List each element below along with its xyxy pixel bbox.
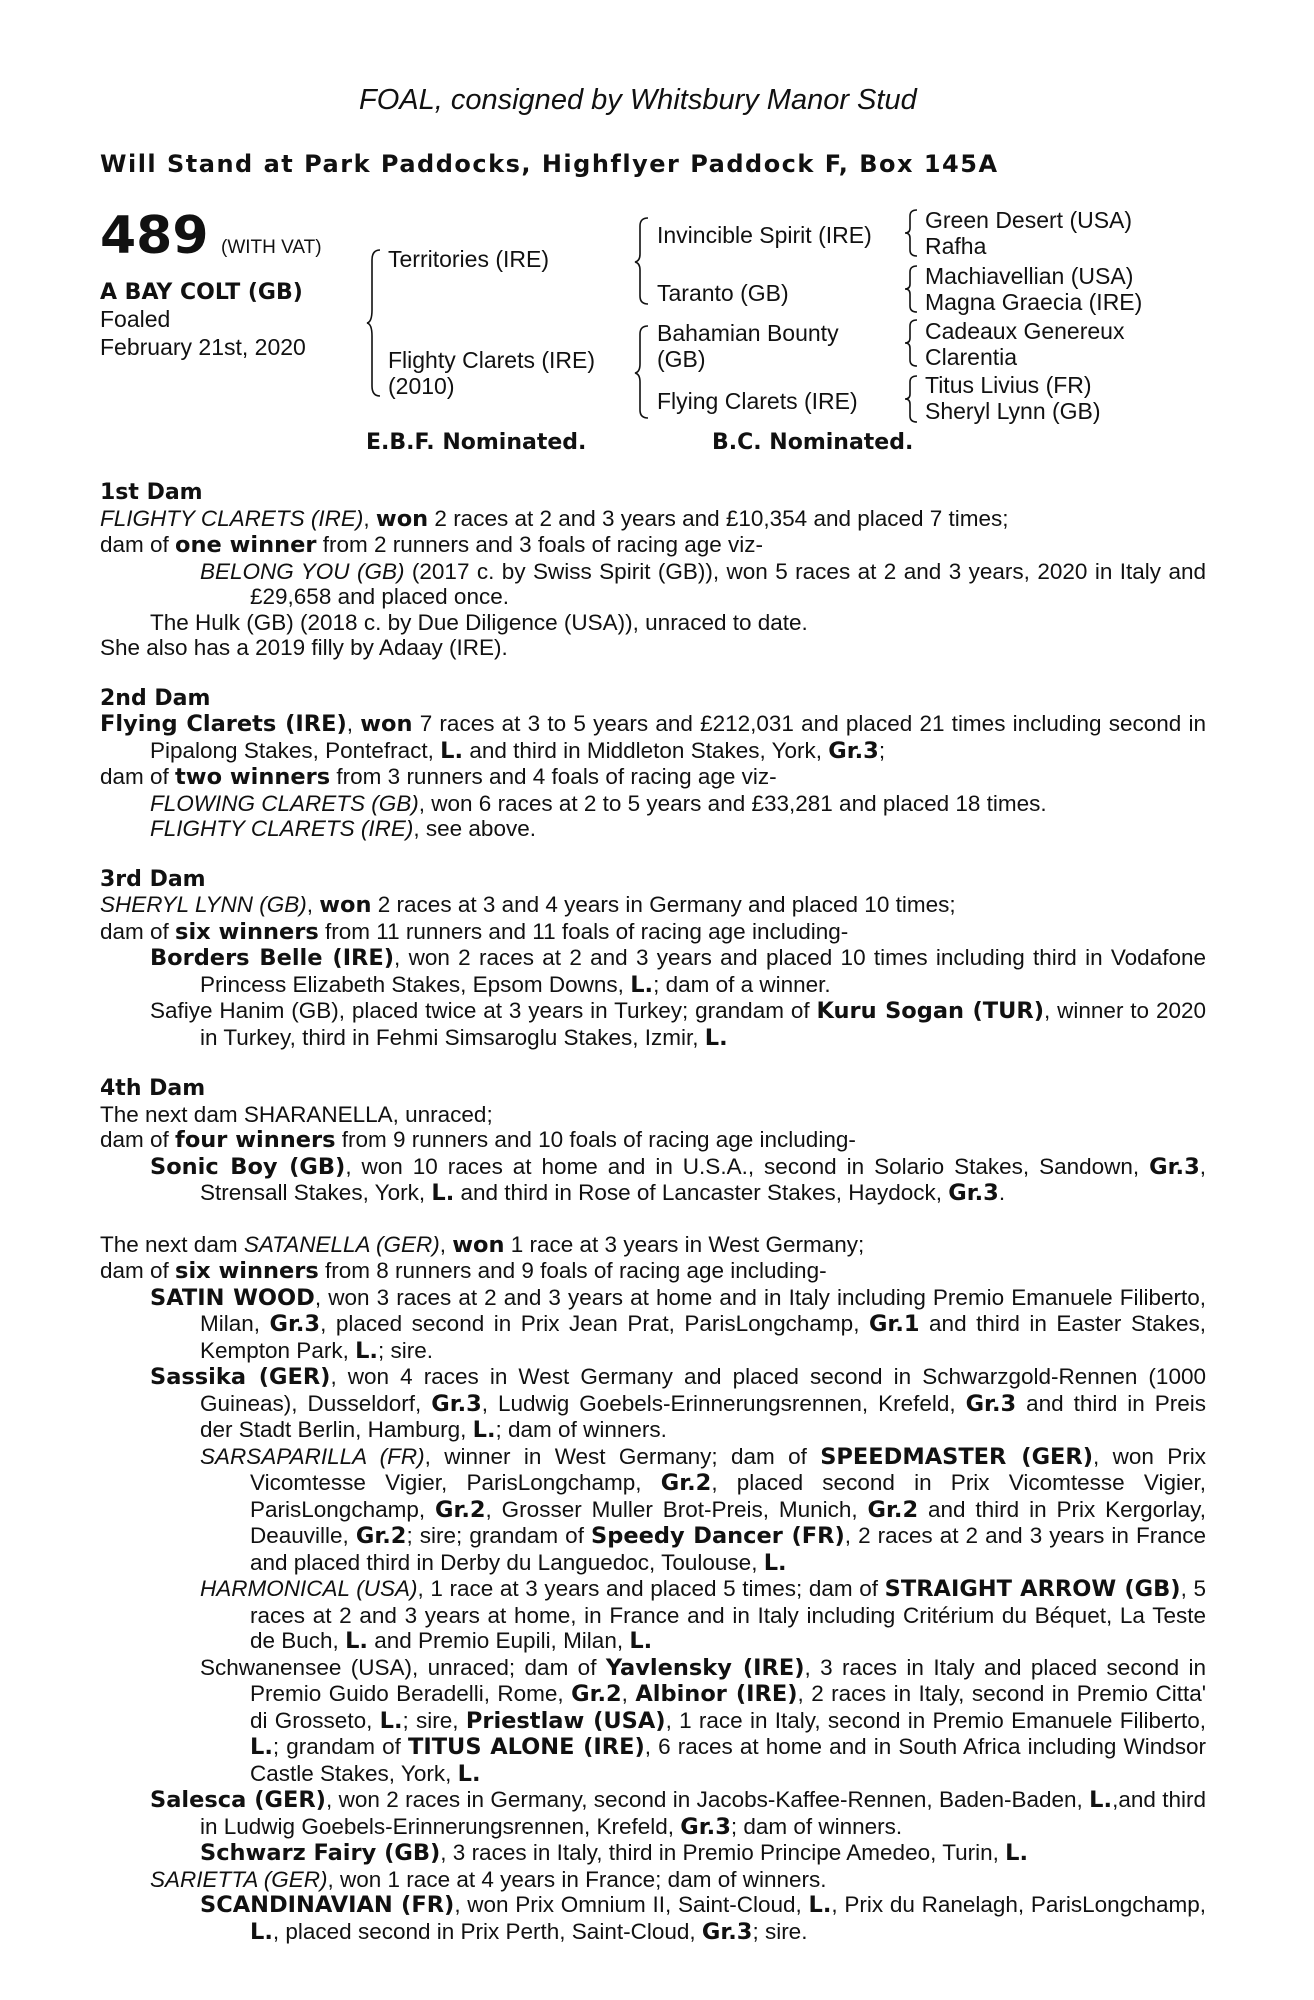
second-dam-record: Flying Clarets (IRE), won 7 races at 3 to 5 years and £212,031 and placed 21 times including second in Pipalong Stakes, Pontefract, L. and third in Middleton Stakes, York, Gr.3; <box>100 711 1206 764</box>
third-dam-record: SHERYL LYNN (GB), won 2 races at 3 and 4 years in Germany and placed 10 times; <box>100 892 956 918</box>
stand-location: Will Stand at Park Paddocks, Highflyer Paddock F, Box 145A <box>100 150 999 178</box>
pedigree-ss-sire: Green Desert (USA) <box>925 207 1133 233</box>
pedigree-dam-year: (2010) <box>388 373 455 399</box>
pedigree-sire: Territories (IRE) <box>388 246 550 272</box>
fourth-dam-intro: The next dam SHARANELLA, unraced; <box>100 1101 493 1127</box>
second-dam-progeny-2: FLIGHTY CLARETS (IRE), see above. <box>150 816 536 841</box>
second-dam-heading: 2nd Dam <box>100 685 211 711</box>
pedigree-sd-sire: Machiavellian (USA) <box>925 263 1134 289</box>
first-dam-note: She also has a 2019 filly by Adaay (IRE). <box>100 635 508 660</box>
dam-parents-brace <box>634 324 654 420</box>
satin-wood-entry: SATIN WOOD, won 3 races at 2 and 3 years at home and in Italy including Premio Emanuele Filiberto, Milan, Gr.3, placed second in Prix Jean Prat, ParisLongchamp, Gr.1 and third in Easter Stakes, Kempton Park, L.; sire. <box>150 1284 1206 1364</box>
first-dam-record: FLIGHTY CLARETS (IRE), won 2 races at 2 and 3 years and £10,354 and placed 7 times; <box>100 505 1009 532</box>
harmonical-entry: HARMONICAL (USA), 1 race at 3 years and placed 5 times; dam of STRAIGHT ARROW (GB), 5 races at 2 and 3 years at home, in France and in Italy including Critérium du Béquet, La Teste de Buch, L. and Premio Eupili, Milan, L. <box>200 1576 1206 1654</box>
lot-number-line <box>100 206 322 266</box>
sire-parents-brace <box>634 216 654 306</box>
third-dam-heading: 3rd Dam <box>100 866 206 892</box>
pedigree-dam-dam: Flying Clarets (IRE) <box>657 388 858 414</box>
first-dam-heading: 1st Dam <box>100 480 203 505</box>
schwarz-fairy-entry: Schwarz Fairy (GB), 3 races in Italy, third in Premio Principe Amedeo, Turin, L. <box>200 1840 1029 1866</box>
scandinavian-entry: SCANDINAVIAN (FR), won Prix Omnium II, Saint-Cloud, L., Prix du Ranelagh, ParisLongchamp, L., placed second in Prix Perth, Saint-Cloud, Gr.3; sire. <box>200 1892 1206 1945</box>
fourth-dam-heading: 4th Dam <box>100 1076 206 1101</box>
pedigree-ds-sire: Cadeaux Genereux <box>925 318 1125 344</box>
foaled-label: Foaled <box>100 306 171 332</box>
second-dam-progeny-1: FLOWING CLARETS (GB), won 6 races at 2 to 5 years and £33,281 and placed 18 times. <box>150 790 1047 816</box>
vat-note: (WITH VAT) <box>221 237 322 258</box>
pedigree-dd-dam: Sheryl Lynn (GB) <box>925 398 1101 424</box>
first-dam-progeny-2: The Hulk (GB) (2018 c. by Due Diligence (USA)), unraced to date. <box>150 609 808 635</box>
first-dam-produce: dam of one winner from 2 runners and 3 foals of racing age viz- <box>100 532 763 558</box>
fourth-dam-produce: dam of four winners from 9 runners and 10 foals of racing age including- <box>100 1127 856 1153</box>
pedigree-sd-dam: Magna Graecia (IRE) <box>925 289 1143 315</box>
consignor-title: FOAL, consigned by Whitsbury Manor Stud <box>359 84 917 116</box>
pedigree-ds-dam: Clarentia <box>925 344 1018 370</box>
sarietta-entry: SARIETTA (GER), won 1 race at 4 years in France; dam of winners. <box>150 1866 827 1892</box>
fifth-dam-produce: dam of six winners from 8 runners and 9 foals of racing age including- <box>100 1258 827 1284</box>
sire-dam-brace <box>366 248 386 398</box>
brace-g4 <box>904 374 920 424</box>
brace-g3 <box>904 318 920 368</box>
ebf-nomination: E.B.F. Nominated. <box>366 430 587 455</box>
lot-number: 489 <box>100 206 209 266</box>
third-dam-produce: dam of six winners from 11 runners and 11 foals of racing age including- <box>100 918 849 945</box>
brace-g2 <box>904 264 920 314</box>
salesca-entry: Salesca (GER), won 2 races in Germany, second in Jacobs-Kaffee-Rennen, Baden-Baden, L.,and third in Ludwig Goebels-Erinnerungsrennen, Krefeld, Gr.3; dam of winners. <box>150 1787 1206 1840</box>
bc-nomination: B.C. Nominated. <box>712 430 914 455</box>
foaled-date: February 21st, 2020 <box>100 334 306 360</box>
pedigree-dam-sire: Bahamian Bounty <box>657 320 839 346</box>
sassika-entry: Sassika (GER), won 4 races in West Germany and placed second in Schwarzgold-Rennen (1000 Guineas), Dusseldorf, Gr.3, Ludwig Goebels-Erinnerungsrennen, Krefeld, Gr.3 and third in Preis der Stadt Berlin, Hamburg, L.; dam of winners. <box>150 1364 1207 1443</box>
pedigree-dam: Flighty Clarets (IRE) <box>388 347 596 373</box>
sarsaparilla-entry: SARSAPARILLA (FR), winner in West Germany; dam of SPEEDMASTER (GER), won Prix Vicomtesse Vigier, ParisLongchamp, Gr.2, placed second in Prix Vicomtesse Vigier, ParisLongchamp, Gr.2, Grosser Muller Brot-Preis, Munich, Gr.2 and third in Prix Kergorlay, Deauville, Gr.2; sire; grandam of Speedy Dancer (FR), 2 races at 2 and 3 years in France and placed third in Derby du Languedoc, Toulouse, L. <box>200 1443 1206 1576</box>
second-dam-produce: dam of two winners from 3 runners and 4 foals of racing age viz- <box>100 764 777 790</box>
first-dam-progeny-1: BELONG YOU (GB) (2017 c. by Swiss Spirit (GB)), won 5 races at 2 and 3 years, 2020 in Italy and £29,658 and placed once. <box>200 558 1206 609</box>
schwanensee-entry: Schwanensee (USA), unraced; dam of Yavlensky (IRE), 3 races in Italy and placed second in Premio Guido Beradelli, Rome, Gr.2, Albinor (IRE), 2 races in Italy, second in Premio Citta' di Grosseto, L.; sire, Priestlaw (USA), 1 race in Italy, second in Premio Emanuele Filiberto, L.; grandam of TITUS ALONE (IRE), 6 races at home and in South Africa including Windsor Castle Stakes, York, L. <box>200 1654 1207 1787</box>
brace-g1 <box>904 208 920 258</box>
pedigree-dd-sire: Titus Livius (FR) <box>925 372 1092 398</box>
fifth-dam-record: The next dam SATANELLA (GER), won 1 race at 3 years in West Germany; <box>100 1231 865 1258</box>
fourth-dam-progeny-1: Sonic Boy (GB), won 10 races at home and in U.S.A., second in Solario Stakes, Sandown, Gr.3, Strensall Stakes, York, L. and third in Rose of Lancaster Stakes, Haydock, Gr.3. <box>150 1153 1206 1206</box>
pedigree-sire-sire: Invincible Spirit (IRE) <box>657 222 872 248</box>
third-dam-progeny-2: Safiye Hanim (GB), placed twice at 3 years in Turkey; grandam of Kuru Sogan (TUR), winner to 2020 in Turkey, third in Fehmi Simsaroglu Stakes, Izmir, L. <box>150 998 1206 1051</box>
dam-sections <box>100 480 1206 1945</box>
third-dam-progeny-1: Borders Belle (IRE), won 2 races at 2 and 3 years and placed 10 times including third in Vodafone Princess Elizabeth Stakes, Epsom Downs, L.; dam of a winner. <box>150 945 1207 998</box>
pedigree-dam-sire-country: (GB) <box>657 346 706 372</box>
pedigree-ss-dam: Rafha <box>925 233 987 259</box>
lot-title: A BAY COLT (GB) <box>100 280 303 305</box>
pedigree-sire-dam: Taranto (GB) <box>657 280 789 306</box>
